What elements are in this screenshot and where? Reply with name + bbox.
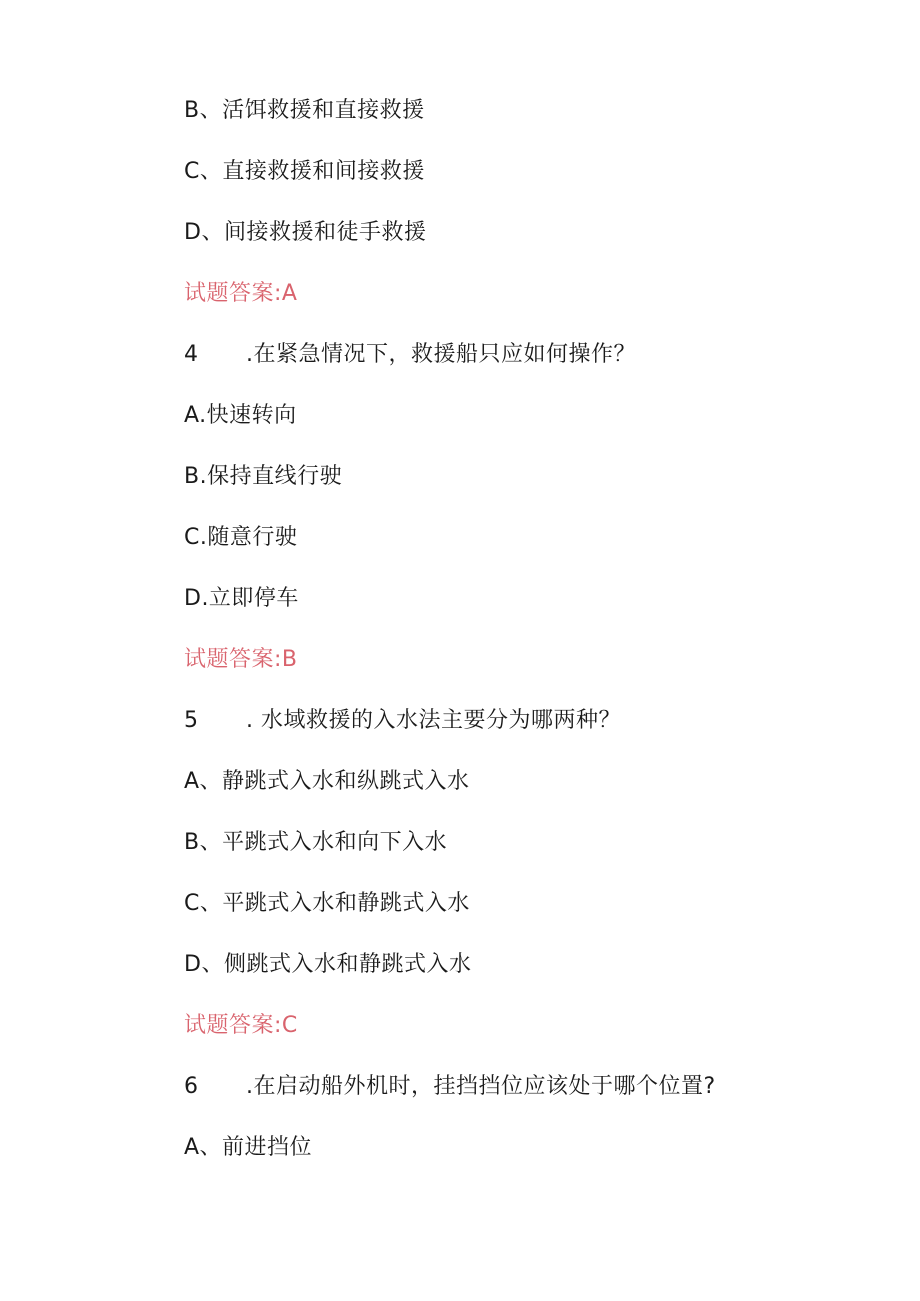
q5-option-b: B、平跳式入水和向下入水 (184, 830, 448, 855)
q3-option-d: D、间接救援和徒手救援 (184, 220, 427, 245)
q4-number: 4 (184, 342, 199, 367)
q4-option-c: C.随意行驶 (184, 525, 298, 550)
q4-question (184, 339, 636, 371)
q6-question (184, 1071, 716, 1103)
q3-option-b: B、活饵救援和直接救援 (184, 98, 425, 123)
q4-option-b: B.保持直线行驶 (184, 464, 343, 489)
q5-option-a: A、静跳式入水和纵跳式入水 (184, 769, 470, 794)
q6-text: .在启动船外机时，挂挡挡位应该处于哪个位置? (246, 1074, 716, 1099)
q3-answer: 试题答案:A (184, 281, 298, 306)
q4-answer: 试题答案:B (184, 647, 298, 672)
q4-option-d: D.立即停车 (184, 586, 299, 611)
q5-text: . 水域救援的入水法主要分为哪两种？ (246, 708, 621, 733)
q6-option-a: A、前进挡位 (184, 1135, 313, 1160)
q5-option-c: C、平跳式入水和静跳式入水 (184, 891, 470, 916)
q5-question (184, 705, 621, 737)
q3-option-c: C、直接救援和间接救援 (184, 159, 425, 184)
q5-number: 5 (184, 708, 199, 733)
q4-option-a: A.快速转向 (184, 403, 297, 428)
q5-answer: 试题答案:C (184, 1013, 298, 1038)
q5-option-d: D、侧跳式入水和静跳式入水 (184, 952, 472, 977)
q4-text: .在紧急情况下，救援船只应如何操作？ (246, 342, 636, 367)
q6-number: 6 (184, 1074, 199, 1099)
